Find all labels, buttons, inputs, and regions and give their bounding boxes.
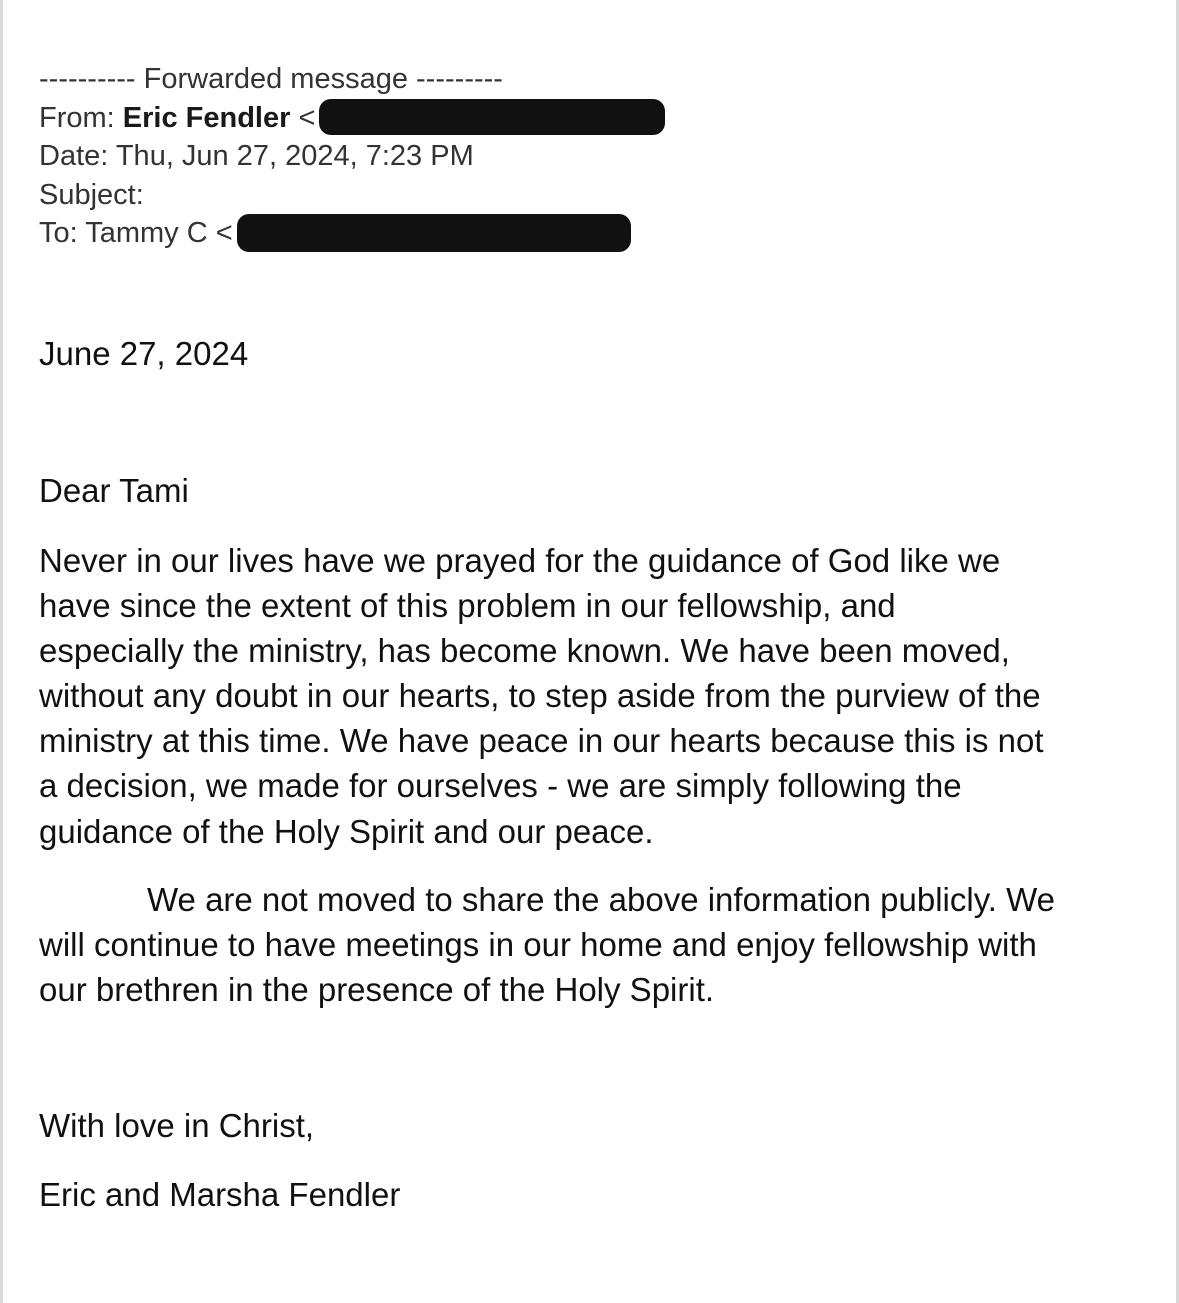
paragraph-line	[39, 877, 1149, 922]
from-line	[39, 99, 665, 138]
paragraph-line: especially the ministry, has become known. We have been moved,	[39, 632, 1010, 670]
page-border-left	[0, 0, 3, 1303]
paragraph-line: our brethren in the presence of the Holy Spirit.	[39, 971, 715, 1009]
to-bracket: <	[215, 217, 233, 249]
forwarded-header	[39, 60, 665, 253]
to-label: To: Tammy C	[39, 217, 208, 249]
salutation: Dear Tami	[39, 472, 189, 509]
paragraph-line: a decision, we made for ourselves - we are simply following the	[39, 767, 962, 805]
from-bracket: <	[298, 101, 316, 134]
paragraph-line: without any doubt in our hearts, to step aside from the purview of the	[39, 677, 1041, 715]
paragraph-1	[39, 538, 1149, 854]
paragraph-line: guidance of the Holy Spirit and our peace.	[39, 812, 654, 850]
signature: Eric and Marsha Fendler	[39, 1176, 401, 1213]
paragraph-line: have since the extent of this problem in our fellowship, and	[39, 587, 896, 625]
paragraph-line-text: We are not moved to share the above information publicly. We	[147, 881, 1055, 918]
from-name[interactable]: Eric Fendler	[122, 101, 291, 134]
paragraph-2	[39, 877, 1149, 1012]
redacted-to-email	[237, 214, 631, 252]
date-line: Date: Thu, Jun 27, 2024, 7:23 PM	[39, 140, 474, 172]
from-label: From:	[39, 101, 115, 134]
forwarded-divider: ---------- Forwarded message ---------	[39, 63, 503, 95]
letter-date: June 27, 2024	[39, 335, 249, 372]
redacted-from-email	[319, 99, 665, 135]
paragraph-line: will continue to have meetings in our home and enjoy fellowship with	[39, 926, 1037, 964]
paragraph-line: ministry at this time. We have peace in our hearts because this is not	[39, 722, 1044, 760]
paragraph-line: Never in our lives have we prayed for the guidance of God like we	[39, 542, 1001, 579]
subject-line: Subject:	[39, 178, 144, 211]
closing: With love in Christ,	[39, 1107, 315, 1144]
to-line	[39, 214, 665, 253]
